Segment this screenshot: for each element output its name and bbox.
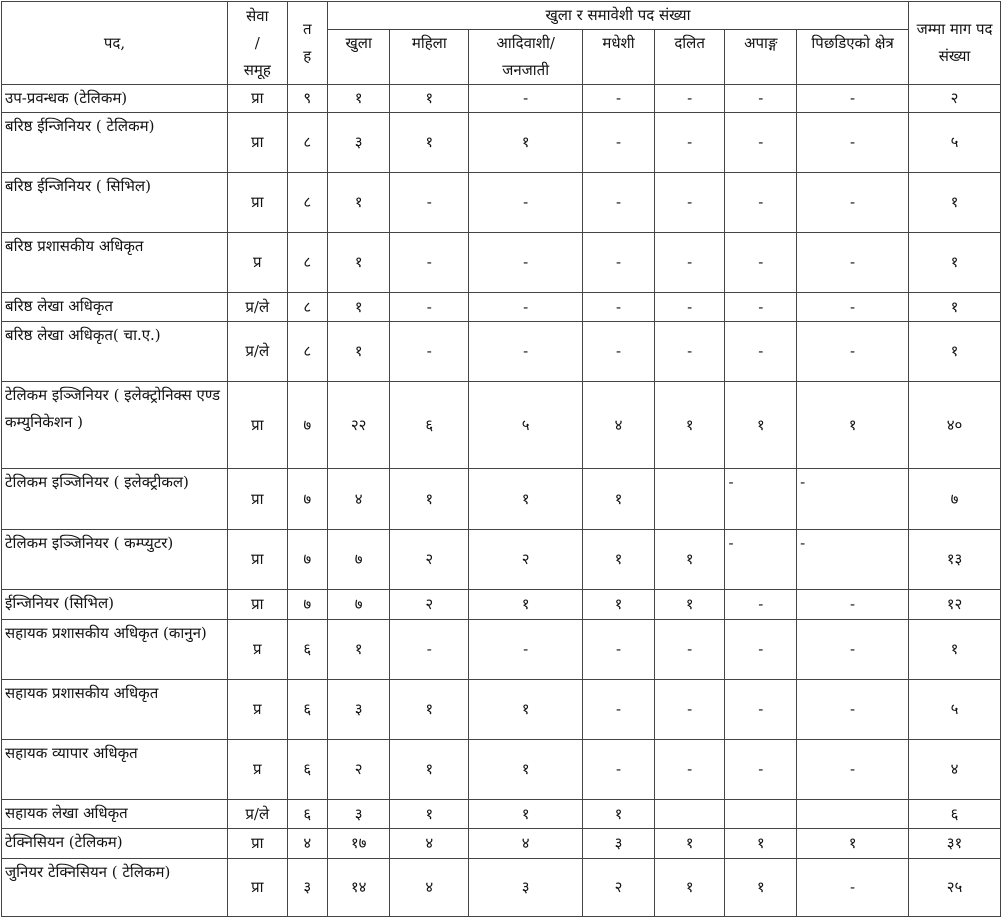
dalit-cell (654, 800, 725, 829)
backward-region-cell: - (797, 85, 909, 113)
post-cell: टेक्निसियन (टेलिकम) (2, 829, 228, 859)
disabled-cell: १ (725, 859, 797, 917)
disabled-cell: - (725, 680, 797, 740)
janajati-cell: ४ (469, 829, 583, 859)
open-cell: ७ (327, 590, 390, 620)
service-cell: प्र (228, 233, 288, 293)
janajati-cell: २ (469, 530, 583, 590)
level-cell: ३ (287, 859, 327, 917)
women-cell: १ (390, 469, 469, 530)
open-inclusive-header: खुला र समावेशी पद संख्या (327, 2, 908, 30)
madhesi-cell: - (583, 173, 655, 233)
disabled-header: अपाङ्ग (725, 30, 797, 85)
madhesi-cell: १ (583, 590, 655, 620)
table-row (2, 173, 1001, 233)
service-cell: प्रा (228, 859, 288, 917)
dalit-cell: १ (654, 382, 725, 469)
total-cell: ५ (909, 113, 1001, 173)
open-cell: १ (327, 85, 390, 113)
women-cell: ४ (390, 859, 469, 917)
level-cell: ७ (287, 590, 327, 620)
madhesi-cell: १ (583, 800, 655, 829)
backward-region-cell: - (797, 322, 909, 382)
women-cell: - (390, 233, 469, 293)
total-cell: १ (909, 620, 1001, 680)
table-header (2, 2, 1001, 85)
post-cell: सहायक व्यापार अधिकृत (2, 740, 228, 800)
total-cell: १ (909, 322, 1001, 382)
backward-region-cell: - (797, 620, 909, 680)
table-row (2, 829, 1001, 859)
table-row (2, 113, 1001, 173)
dalit-cell: १ (654, 590, 725, 620)
disabled-cell: - (725, 469, 797, 530)
women-cell: ६ (390, 382, 469, 469)
madhesi-cell: १ (583, 469, 655, 530)
dalit-cell: - (654, 620, 725, 680)
total-cell: १३ (909, 530, 1001, 590)
madhesi-cell: - (583, 233, 655, 293)
post-cell: जुनियर टेक्निसियन ( टेलिकम) (2, 859, 228, 917)
post-header: पद, (2, 2, 228, 85)
level-cell: ७ (287, 469, 327, 530)
backward-region-cell: - (797, 173, 909, 233)
level-header-line1: त (302, 20, 312, 38)
women-cell: ४ (390, 829, 469, 859)
backward-region-cell: १ (797, 829, 909, 859)
total-cell: ७ (909, 469, 1001, 530)
table-row (2, 590, 1001, 620)
disabled-cell: - (725, 590, 797, 620)
level-header-line2: ह (303, 47, 312, 65)
table-row (2, 620, 1001, 680)
open-cell: २ (327, 740, 390, 800)
janajati-cell: - (469, 293, 583, 322)
open-cell: १ (327, 233, 390, 293)
dalit-cell: १ (654, 530, 725, 590)
janajati-cell: १ (469, 469, 583, 530)
service-cell: प्र (228, 740, 288, 800)
dalit-header: दलित (654, 30, 725, 85)
madhesi-cell: ४ (583, 382, 655, 469)
post-cell: टेलिकम इञ्जिनियर ( इलेक्ट्रोनिक्स एण्ड कम्युनिकेशन ) (2, 382, 228, 469)
women-cell: - (390, 173, 469, 233)
janajati-cell: - (469, 85, 583, 113)
level-cell: ७ (287, 382, 327, 469)
janajati-cell: ३ (469, 859, 583, 917)
disabled-cell: - (725, 322, 797, 382)
table-row (2, 680, 1001, 740)
janajati-cell: - (469, 233, 583, 293)
janajati-cell: १ (469, 680, 583, 740)
women-cell: १ (390, 800, 469, 829)
level-cell: ९ (287, 85, 327, 113)
open-cell: १ (327, 620, 390, 680)
madhesi-cell: ३ (583, 829, 655, 859)
janajati-cell: - (469, 322, 583, 382)
total-cell: १ (909, 293, 1001, 322)
post-cell: सहायक लेखा अधिकृत (2, 800, 228, 829)
level-cell: ८ (287, 293, 327, 322)
backward-region-cell: - (797, 590, 909, 620)
backward-region-cell: - (797, 859, 909, 917)
service-cell: प्रा (228, 469, 288, 530)
backward-region-cell: - (797, 233, 909, 293)
women-cell: - (390, 322, 469, 382)
dalit-cell: - (654, 293, 725, 322)
disabled-cell: - (725, 740, 797, 800)
disabled-cell: १ (725, 382, 797, 469)
post-cell: सहायक प्रशासकीय अधिकृत (2, 680, 228, 740)
table-row (2, 740, 1001, 800)
post-cell: सहायक प्रशासकीय अधिकृत (कानुन) (2, 620, 228, 680)
janajati-cell: १ (469, 740, 583, 800)
level-header (287, 2, 327, 85)
madhesi-cell: - (583, 85, 655, 113)
madhesi-cell: १ (583, 530, 655, 590)
women-cell: १ (390, 680, 469, 740)
level-cell: ६ (287, 620, 327, 680)
table-row (2, 859, 1001, 917)
women-cell: १ (390, 85, 469, 113)
table-row (2, 293, 1001, 322)
backward-region-cell: १ (797, 382, 909, 469)
backward-region-header: पिछडिएको क्षेत्र (797, 30, 909, 85)
janajati-cell: १ (469, 800, 583, 829)
table-row (2, 382, 1001, 469)
open-cell: ७ (327, 530, 390, 590)
dalit-cell: - (654, 85, 725, 113)
dalit-cell: १ (654, 859, 725, 917)
madhesi-cell: - (583, 620, 655, 680)
women-cell: - (390, 293, 469, 322)
service-header (228, 2, 288, 85)
post-cell: बरिष्ठ ईन्जिनियर ( सिभिल) (2, 173, 228, 233)
total-cell: १२ (909, 590, 1001, 620)
backward-region-cell (797, 800, 909, 829)
level-cell: ६ (287, 740, 327, 800)
disabled-cell: - (725, 293, 797, 322)
post-cell: ईन्जिनियर (सिभिल) (2, 590, 228, 620)
open-cell: २२ (327, 382, 390, 469)
post-cell: टेलिकम इञ्जिनियर ( इलेक्ट्रीकल) (2, 469, 228, 530)
service-cell: प्रा (228, 85, 288, 113)
backward-region-cell: - (797, 680, 909, 740)
women-header: महिला (390, 30, 469, 85)
level-cell: ६ (287, 800, 327, 829)
open-cell: ४ (327, 469, 390, 530)
table-row (2, 233, 1001, 293)
dalit-cell: - (654, 740, 725, 800)
janajati-cell: ५ (469, 382, 583, 469)
level-cell: ८ (287, 173, 327, 233)
madhesi-cell: २ (583, 859, 655, 917)
table-row (2, 530, 1001, 590)
janajati-header: आदिवाशी/ जनजाती (469, 30, 583, 85)
table-body (2, 85, 1001, 917)
service-cell: प्र (228, 680, 288, 740)
post-cell: उप-प्रवन्धक (टेलिकम) (2, 85, 228, 113)
dalit-cell: - (654, 173, 725, 233)
table-row (2, 322, 1001, 382)
post-cell: बरिष्ठ लेखा अधिकृत (2, 293, 228, 322)
janajati-cell: - (469, 173, 583, 233)
post-cell: बरिष्ठ प्रशासकीय अधिकृत (2, 233, 228, 293)
total-cell: ५ (909, 680, 1001, 740)
disabled-cell: - (725, 233, 797, 293)
total-cell: ४ (909, 740, 1001, 800)
post-cell: बरिष्ठ लेखा अधिकृत( चा.ए.) (2, 322, 228, 382)
vacancy-table (1, 1, 1001, 917)
total-cell: १ (909, 173, 1001, 233)
open-header: खुला (327, 30, 390, 85)
disabled-cell (725, 800, 797, 829)
level-cell: ४ (287, 829, 327, 859)
table-row (2, 85, 1001, 113)
service-cell: प्र/ले (228, 800, 288, 829)
service-header-line1: सेवा (246, 6, 269, 25)
women-cell: १ (390, 113, 469, 173)
backward-region-cell: - (797, 740, 909, 800)
open-cell: १ (327, 293, 390, 322)
total-cell: ६ (909, 800, 1001, 829)
level-cell: ८ (287, 322, 327, 382)
women-cell: १ (390, 740, 469, 800)
total-cell: २५ (909, 859, 1001, 917)
dalit-cell: - (654, 233, 725, 293)
backward-region-cell: - (797, 530, 909, 590)
post-cell: टेलिकम इञ्जिनियर ( कम्प्युटर) (2, 530, 228, 590)
disabled-cell: - (725, 530, 797, 590)
open-cell: ३ (327, 680, 390, 740)
backward-region-cell: - (797, 469, 909, 530)
madhesi-header: मधेशी (583, 30, 655, 85)
service-cell: प्रा (228, 113, 288, 173)
women-cell: - (390, 620, 469, 680)
dalit-cell: १ (654, 829, 725, 859)
total-cell: १ (909, 233, 1001, 293)
post-cell: बरिष्ठ ईन्जिनियर ( टेलिकम) (2, 113, 228, 173)
dalit-cell: - (654, 322, 725, 382)
disabled-cell: - (725, 85, 797, 113)
level-cell: ८ (287, 233, 327, 293)
madhesi-cell: - (583, 322, 655, 382)
open-cell: १ (327, 173, 390, 233)
service-header-line2: / (254, 33, 260, 52)
madhesi-cell: - (583, 680, 655, 740)
women-cell: २ (390, 530, 469, 590)
table-row (2, 469, 1001, 530)
service-cell: प्रा (228, 382, 288, 469)
service-cell: प्र/ले (228, 293, 288, 322)
backward-region-cell: - (797, 113, 909, 173)
disabled-cell: - (725, 173, 797, 233)
janajati-cell: १ (469, 590, 583, 620)
disabled-cell: - (725, 113, 797, 173)
janajati-cell: - (469, 620, 583, 680)
table-row (2, 800, 1001, 829)
backward-region-cell: - (797, 293, 909, 322)
dalit-cell: - (654, 680, 725, 740)
service-cell: प्र (228, 620, 288, 680)
service-cell: प्रा (228, 173, 288, 233)
disabled-cell: - (725, 620, 797, 680)
open-cell: ३ (327, 800, 390, 829)
dalit-cell (654, 469, 725, 530)
madhesi-cell: - (583, 740, 655, 800)
level-cell: ८ (287, 113, 327, 173)
total-cell: ४० (909, 382, 1001, 469)
total-header: जम्मा माग पद संख्या (909, 2, 1001, 85)
open-cell: ३ (327, 113, 390, 173)
dalit-cell: - (654, 113, 725, 173)
women-cell: २ (390, 590, 469, 620)
janajati-cell: १ (469, 113, 583, 173)
service-cell: प्रा (228, 590, 288, 620)
disabled-cell: १ (725, 829, 797, 859)
service-cell: प्रा (228, 829, 288, 859)
open-cell: १७ (327, 829, 390, 859)
open-cell: १४ (327, 859, 390, 917)
service-cell: प्रा (228, 530, 288, 590)
madhesi-cell: - (583, 293, 655, 322)
total-cell: ३१ (909, 829, 1001, 859)
service-header-line3: समूह (243, 60, 271, 79)
service-cell: प्र/ले (228, 322, 288, 382)
total-cell: २ (909, 85, 1001, 113)
madhesi-cell: - (583, 113, 655, 173)
open-cell: १ (327, 322, 390, 382)
level-cell: ६ (287, 680, 327, 740)
level-cell: ७ (287, 530, 327, 590)
